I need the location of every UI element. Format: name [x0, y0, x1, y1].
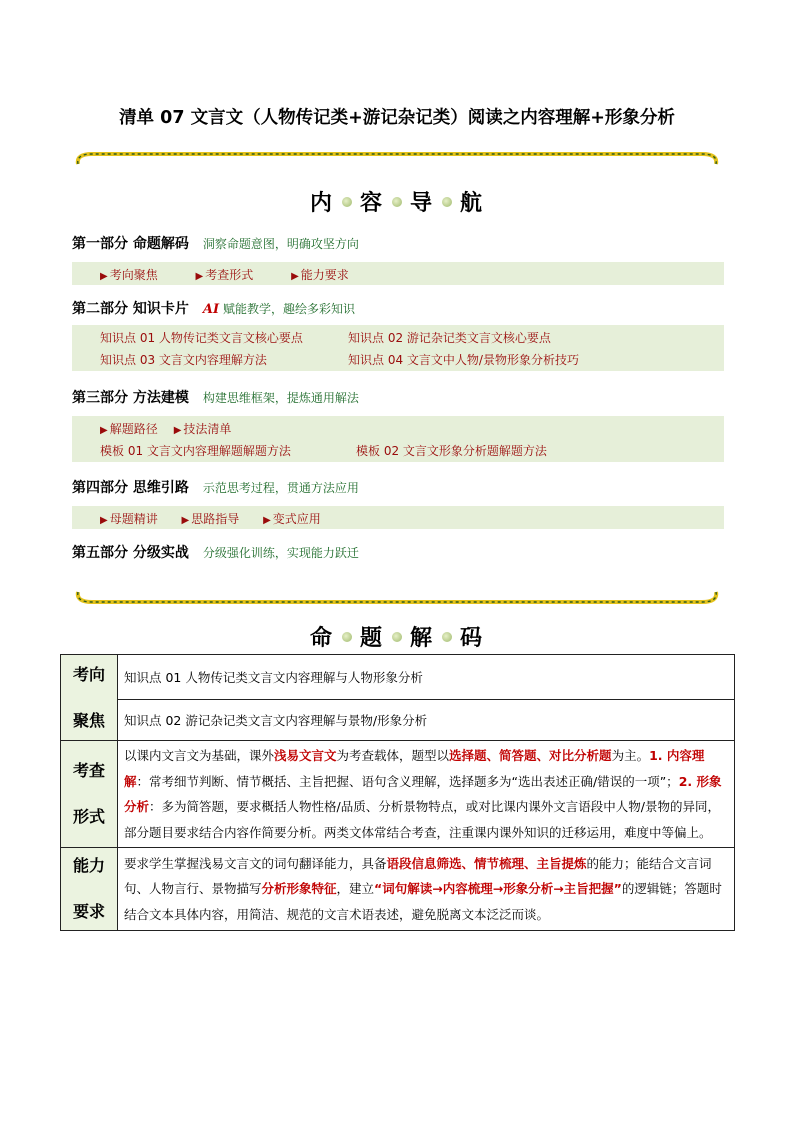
- nav-part-5[interactable]: [72, 542, 359, 562]
- band-link[interactable]: 知识点 01 人物传记类文言文核心要点: [100, 331, 303, 345]
- part-1-band: [72, 262, 724, 285]
- triangle-icon: ▶: [100, 271, 108, 282]
- row-header-focus: 考向 聚焦: [61, 655, 118, 741]
- triangle-icon: ▶: [100, 425, 108, 436]
- band-link[interactable]: ▶ 变式应用: [263, 512, 321, 526]
- part-name: 第一部分 命题解码: [72, 236, 189, 252]
- heading-char: 容: [359, 191, 384, 216]
- band-link[interactable]: ▶ 能力要求: [291, 268, 349, 282]
- band-link[interactable]: 知识点 02 游记杂记类文言文核心要点: [348, 331, 551, 345]
- part-name: 第二部分 知识卡片: [72, 301, 189, 317]
- dot-icon: [442, 632, 452, 642]
- band-link[interactable]: ▶ 解题路径: [100, 422, 158, 436]
- part-3-band: [72, 416, 724, 462]
- table-row: [61, 741, 735, 848]
- heading-char: 命: [309, 626, 334, 651]
- band-link[interactable]: 知识点 03 文言文内容理解方法: [100, 353, 267, 367]
- band-link[interactable]: ▶ 母题精讲: [100, 512, 158, 526]
- part-name: 第三部分 方法建模: [72, 390, 189, 406]
- triangle-icon: ▶: [195, 271, 204, 282]
- heading-char: 码: [460, 626, 485, 651]
- part-desc: 分级强化训练，实现能力跃迁: [202, 546, 359, 560]
- band-link[interactable]: 模板 02 文言文形象分析题解题方法: [356, 444, 547, 458]
- triangle-icon: ▶: [263, 515, 271, 526]
- dot-icon: [342, 197, 352, 207]
- band-link[interactable]: 知识点 04 文言文中人物/景物形象分析技巧: [348, 353, 579, 367]
- nav-part-1[interactable]: [72, 233, 359, 253]
- part-desc: 赋能教学，趣绘多彩知识: [223, 302, 356, 316]
- band-link[interactable]: ▶ 思路指导: [181, 512, 240, 526]
- band-link[interactable]: ▶ 考向聚焦: [100, 268, 158, 282]
- focus-item-2: 知识点 02 游记杂记类文言文内容理解与景物/形象分析: [118, 700, 735, 741]
- triangle-icon: ▶: [181, 515, 190, 526]
- band-link[interactable]: ▶ 技法清单: [173, 422, 232, 436]
- form-description: 以课内文言文为基础，课外浅易文言文为考查载体，题型以选择题、简答题、对比分析题为主。1. 内容理解：常考细节判断、情节概括、主旨把握、语句含义理解，选择题多为“选出表述正确/错误的一项”；2. 形象分析：多为简答题，要求概括人物性格/品质、分析景物特点，或对比课内课外文言语段中人物/景物的异同，部分题目要求结合内容作简要分析。两类文体常结合考查，注重课内课外知识的迁移运用，难度中等偏上。: [118, 741, 735, 848]
- ability-description: 要求学生掌握浅易文言文的词句翻译能力，具备语段信息筛选、情节梳理、主旨提炼的能力；能结合文言词句、人物言行、景物描写分析形象特征，建立“词句解读→内容梳理→形象分析→主旨把握”的逻辑链；答题时结合文本具体内容，用简洁、规范的文言术语表述，避免脱离文本泛泛而谈。: [118, 848, 735, 931]
- triangle-icon: ▶: [100, 515, 108, 526]
- focus-item-1: 知识点 01 人物传记类文言文内容理解与人物形象分析: [118, 655, 735, 700]
- decode-heading: [0, 621, 794, 652]
- part-name: 第五部分 分级实战: [72, 545, 189, 561]
- table-row: [61, 655, 735, 700]
- nav-heading: [0, 186, 794, 217]
- triangle-icon: ▶: [173, 425, 182, 436]
- dot-icon: [442, 197, 452, 207]
- dot-icon: [392, 197, 402, 207]
- heading-char: 导: [410, 191, 435, 216]
- part-4-band: [72, 506, 724, 529]
- heading-char: 解: [410, 626, 435, 651]
- ai-badge: AI: [202, 302, 220, 317]
- heading-char: 题: [359, 626, 384, 651]
- heading-char: 内: [309, 191, 334, 216]
- nav-part-2[interactable]: [72, 298, 355, 318]
- dot-icon: [392, 632, 402, 642]
- decorative-divider: [72, 150, 722, 170]
- decode-table: [60, 654, 735, 931]
- nav-part-3[interactable]: [72, 387, 359, 407]
- part-name: 第四部分 思维引路: [72, 480, 189, 496]
- band-link[interactable]: ▶ 考查形式: [195, 268, 254, 282]
- row-header-ability: 能力 要求: [61, 848, 118, 931]
- table-row: [61, 700, 735, 741]
- row-header-form: 考查 形式: [61, 741, 118, 848]
- part-desc: 示范思考过程，贯通方法应用: [202, 481, 359, 495]
- band-link[interactable]: 模板 01 文言文内容理解题解题方法: [100, 444, 291, 458]
- heading-char: 航: [460, 191, 485, 216]
- nav-part-4[interactable]: [72, 477, 359, 497]
- document-title: 清单 07 文言文（人物传记类+游记杂记类）阅读之内容理解+形象分析: [119, 108, 675, 128]
- table-row: [61, 848, 735, 931]
- part-desc: 洞察命题意图，明确攻坚方向: [202, 237, 359, 251]
- triangle-icon: ▶: [291, 271, 299, 282]
- part-2-band: [72, 325, 724, 371]
- part-desc: 构建思维框架，提炼通用解法: [202, 391, 359, 405]
- dot-icon: [342, 632, 352, 642]
- decorative-divider: [72, 586, 722, 606]
